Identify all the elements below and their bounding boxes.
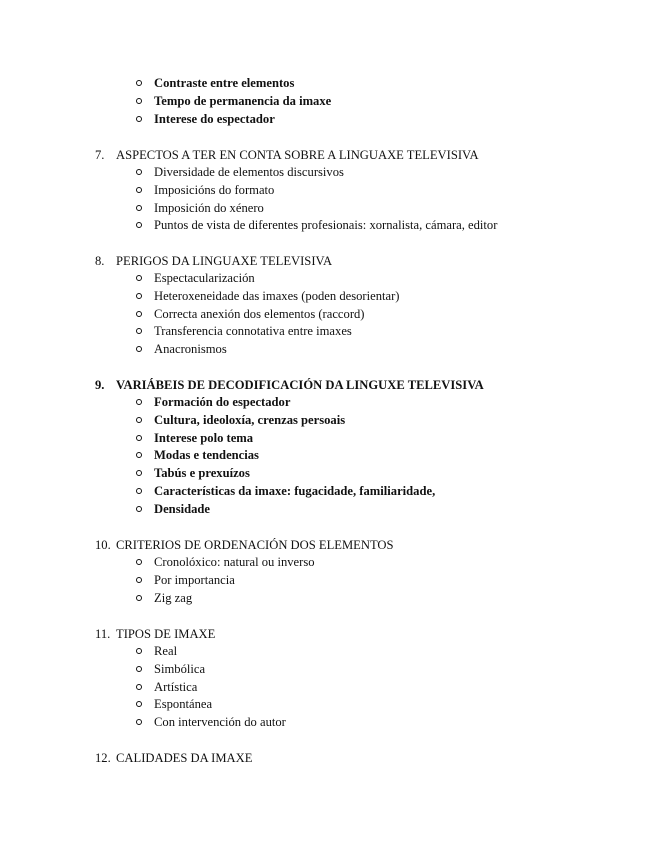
list-item: Cronolóxico: natural ou inverso — [0, 554, 655, 572]
list-item: Interese do espectador — [0, 111, 655, 129]
list-item: Características da imaxe: fugacidade, familiaridade, — [0, 483, 655, 501]
circle-bullet-icon — [136, 169, 142, 175]
circle-bullet-icon — [136, 684, 142, 690]
list-item: Zig zag — [0, 590, 655, 608]
list-item: Puntos de vista de diferentes profesionais: xornalista, cámara, editor — [0, 217, 655, 235]
section-heading — [0, 376, 655, 394]
circle-bullet-icon — [136, 399, 142, 405]
circle-bullet-icon — [136, 559, 142, 565]
circle-bullet-icon — [136, 275, 142, 281]
section-items — [0, 394, 655, 519]
list-item: Correcta anexión dos elementos (raccord) — [0, 306, 655, 324]
section-items — [0, 643, 655, 732]
circle-bullet-icon — [136, 116, 142, 122]
section-title: TIPOS DE IMAXE — [116, 627, 216, 641]
circle-bullet-icon — [136, 719, 142, 725]
circle-bullet-icon — [136, 488, 142, 494]
continuation-list — [0, 75, 655, 128]
circle-bullet-icon — [136, 452, 142, 458]
list-item: Modas e tendencias — [0, 447, 655, 465]
circle-bullet-icon — [136, 80, 142, 86]
list-item: Espectacularización — [0, 270, 655, 288]
list-item: Imposicións do formato — [0, 182, 655, 200]
section-heading — [0, 536, 655, 554]
section-title: CRITERIOS DE ORDENACIÓN DOS ELEMENTOS — [116, 538, 394, 552]
list-item: Diversidade de elementos discursivos — [0, 164, 655, 182]
circle-bullet-icon — [136, 222, 142, 228]
list-item: Con intervención do autor — [0, 714, 655, 732]
section-heading — [0, 625, 655, 643]
list-item: Por importancia — [0, 572, 655, 590]
list-item: Tabús e prexuízos — [0, 465, 655, 483]
section-heading — [0, 146, 655, 164]
section-number: 7. — [95, 148, 105, 162]
circle-bullet-icon — [136, 470, 142, 476]
list-item: Artística — [0, 679, 655, 697]
list-item: Espontánea — [0, 696, 655, 714]
circle-bullet-icon — [136, 328, 142, 334]
list-item: Formación do espectador — [0, 394, 655, 412]
section-11 — [0, 625, 655, 732]
section-items — [0, 554, 655, 607]
circle-bullet-icon — [136, 506, 142, 512]
section-10 — [0, 536, 655, 607]
section-items — [0, 270, 655, 359]
list-item: Imposición do xénero — [0, 200, 655, 218]
circle-bullet-icon — [136, 205, 142, 211]
list-item: Transferencia connotativa entre imaxes — [0, 323, 655, 341]
circle-bullet-icon — [136, 417, 142, 423]
circle-bullet-icon — [136, 701, 142, 707]
list-item: Interese polo tema — [0, 430, 655, 448]
circle-bullet-icon — [136, 648, 142, 654]
circle-bullet-icon — [136, 577, 142, 583]
circle-bullet-icon — [136, 595, 142, 601]
section-title: ASPECTOS A TER EN CONTA SOBRE A LINGUAXE TELEVISIVA — [116, 148, 479, 162]
section-heading — [0, 749, 655, 767]
list-item: Tempo de permanencia da imaxe — [0, 93, 655, 111]
circle-bullet-icon — [136, 187, 142, 193]
section-number: 12. — [95, 751, 111, 765]
section-number: 10. — [95, 538, 111, 552]
section-number: 8. — [95, 254, 105, 268]
list-item: Simbólica — [0, 661, 655, 679]
list-item: Cultura, ideoloxía, crenzas persoais — [0, 412, 655, 430]
circle-bullet-icon — [136, 311, 142, 317]
section-title: PERIGOS DA LINGUAXE TELEVISIVA — [116, 254, 333, 268]
section-title: VARIÁBEIS DE DECODIFICACIÓN DA LINGUXE TELEVISIVA — [116, 378, 484, 392]
circle-bullet-icon — [136, 666, 142, 672]
section-12 — [0, 749, 655, 767]
circle-bullet-icon — [136, 346, 142, 352]
section-title: CALIDADES DA IMAXE — [116, 751, 253, 765]
list-item: Heteroxeneidade das imaxes (poden desorientar) — [0, 288, 655, 306]
list-item: Anacronismos — [0, 341, 655, 359]
section-items — [0, 164, 655, 235]
circle-bullet-icon — [136, 98, 142, 104]
circle-bullet-icon — [136, 293, 142, 299]
section-8 — [0, 252, 655, 359]
section-number: 11. — [95, 627, 111, 641]
section-7 — [0, 146, 655, 235]
circle-bullet-icon — [136, 435, 142, 441]
list-item: Contraste entre elementos — [0, 75, 655, 93]
section-heading — [0, 252, 655, 270]
list-item: Densidade — [0, 501, 655, 519]
list-item: Real — [0, 643, 655, 661]
section-number: 9. — [95, 378, 105, 392]
section-9 — [0, 376, 655, 519]
